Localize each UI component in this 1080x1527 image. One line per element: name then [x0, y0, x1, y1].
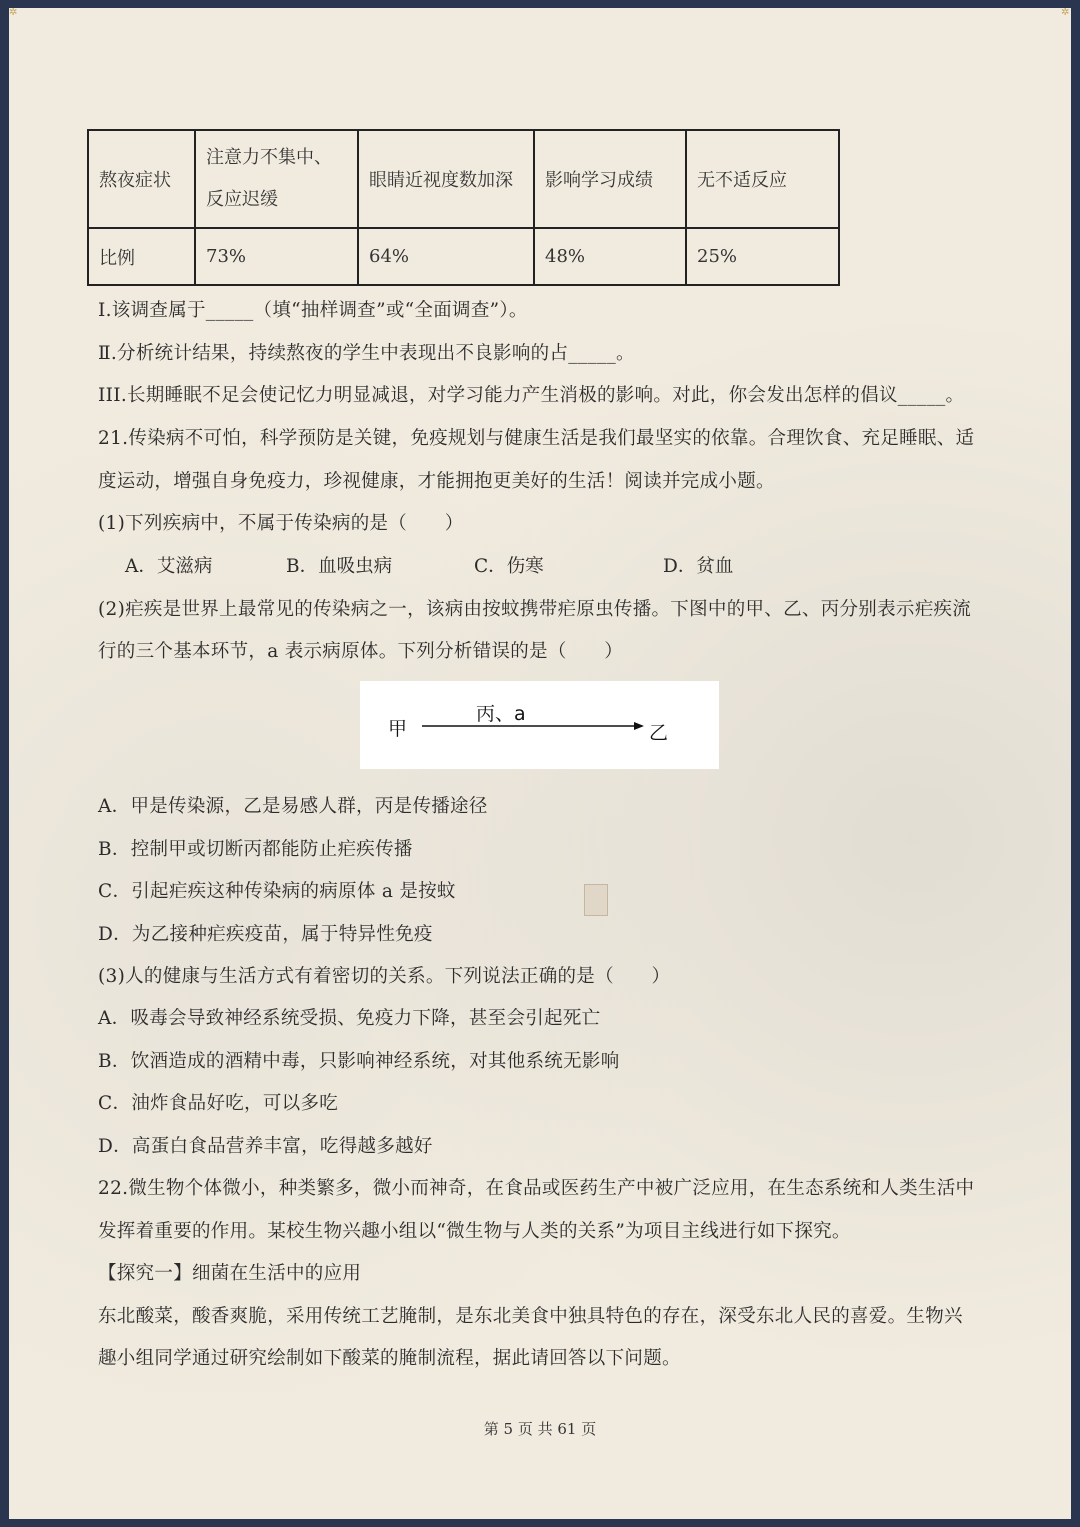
- diagram-label-source: 甲: [388, 718, 408, 740]
- section-heading: 【探究一】细菌在生活中的应用: [98, 1263, 362, 1284]
- arrow-icon: [360, 681, 719, 769]
- table-row: [88, 130, 839, 228]
- table-cell: 73%: [195, 228, 358, 285]
- page-footer: 第 5 页 共 61 页: [483, 1420, 597, 1438]
- table-row: [88, 228, 839, 285]
- diagram-label-susceptible: 乙: [649, 722, 669, 744]
- option-d: D．高蛋白食品营养丰富，吃得越多越好: [98, 1136, 433, 1157]
- question-text: 行的三个基本环节，a 表示病原体。下列分析错误的是（ ）: [98, 641, 624, 662]
- transmission-diagram: [360, 681, 719, 769]
- question-text: 趣小组同学通过研究绘制如下酸菜的腌制流程，据此请回答以下问题。: [98, 1348, 681, 1369]
- table-cell: 25%: [686, 228, 839, 285]
- option-c: C．伤寒: [474, 556, 544, 577]
- exam-page: [9, 8, 1071, 1519]
- question-text: (2)疟疾是世界上最常见的传染病之一，该病由按蚊携带疟原虫传播。下图中的甲、乙、丙分别表示疟疾流: [98, 599, 972, 620]
- question-text: Ⅱ.分析统计结果，持续熬夜的学生中表现出不良影响的占_____。: [98, 343, 635, 364]
- question-text: 度运动，增强自身免疫力，珍视健康，才能拥抱更美好的生活！阅读并完成小题。: [98, 471, 775, 492]
- table-cell: 48%: [534, 228, 686, 285]
- option-a: A．吸毒会导致神经系统受损、免疫力下降，甚至会引起死亡: [98, 1008, 601, 1029]
- option-b: B．控制甲或切断丙都能防止疟疾传播: [98, 839, 413, 860]
- question-text: 21.传染病不可怕，科学预防是关键，免疫规划与健康生活是我们最坚实的依靠。合理饮食、充足睡眠、适: [98, 428, 975, 449]
- question-text: (3)人的健康与生活方式有着密切的关系。下列说法正确的是（ ）: [98, 966, 671, 987]
- question-text: (1)下列疾病中，不属于传染病的是（ ）: [98, 513, 464, 534]
- option-c: C．引起疟疾这种传染病的病原体 a 是按蚊: [98, 881, 456, 902]
- option-d: D．贫血: [663, 556, 734, 577]
- table-cell: 眼睛近视度数加深: [358, 130, 534, 228]
- table-cell: 熬夜症状: [88, 130, 195, 228]
- diagram-label-route: 丙、a: [476, 703, 526, 725]
- table-cell: 64%: [358, 228, 534, 285]
- cell-line: 注意力不集中、: [206, 147, 332, 168]
- survey-table: [87, 129, 840, 286]
- option-b: B．血吸虫病: [286, 556, 393, 577]
- table-cell: 比例: [88, 228, 195, 285]
- question-text: III.长期睡眠不足会使记忆力明显减退，对学习能力产生消极的影响。对此，你会发出怎样的倡议_____。: [98, 385, 965, 406]
- option-a: A．甲是传染源，乙是易感人群，丙是传播途径: [98, 796, 488, 817]
- option-a: A．艾滋病: [125, 556, 213, 577]
- option-b: B．饮酒造成的酒精中毒，只影响神经系统，对其他系统无影响: [98, 1051, 620, 1072]
- option-c: C．油炸食品好吃，可以多吃: [98, 1093, 339, 1114]
- corner-ornament-icon: ✲: [9, 8, 18, 18]
- seal-stamp: [584, 884, 608, 916]
- corner-ornament-icon: ✲: [1061, 8, 1070, 18]
- question-text: 22.微生物个体微小，种类繁多，微小而神奇，在食品或医药生产中被广泛应用，在生态系统和人类生活中: [98, 1178, 975, 1199]
- table-cell: 无不适反应: [686, 130, 839, 228]
- question-text: 东北酸菜，酸香爽脆，采用传统工艺腌制，是东北美食中独具特色的存在，深受东北人民的喜爱。生物兴: [98, 1306, 963, 1327]
- question-text: 发挥着重要的作用。某校生物兴趣小组以“微生物与人类的关系”为项目主线进行如下探究。: [98, 1221, 851, 1242]
- question-text: Ⅰ.该调查属于_____（填“抽样调查”或“全面调查”）。: [98, 300, 528, 321]
- table-cell: 影响学习成绩: [534, 130, 686, 228]
- option-d: D．为乙接种疟疾疫苗，属于特异性免疫: [98, 924, 433, 945]
- cell-line: 反应迟缓: [206, 189, 278, 210]
- table-cell: [195, 130, 358, 228]
